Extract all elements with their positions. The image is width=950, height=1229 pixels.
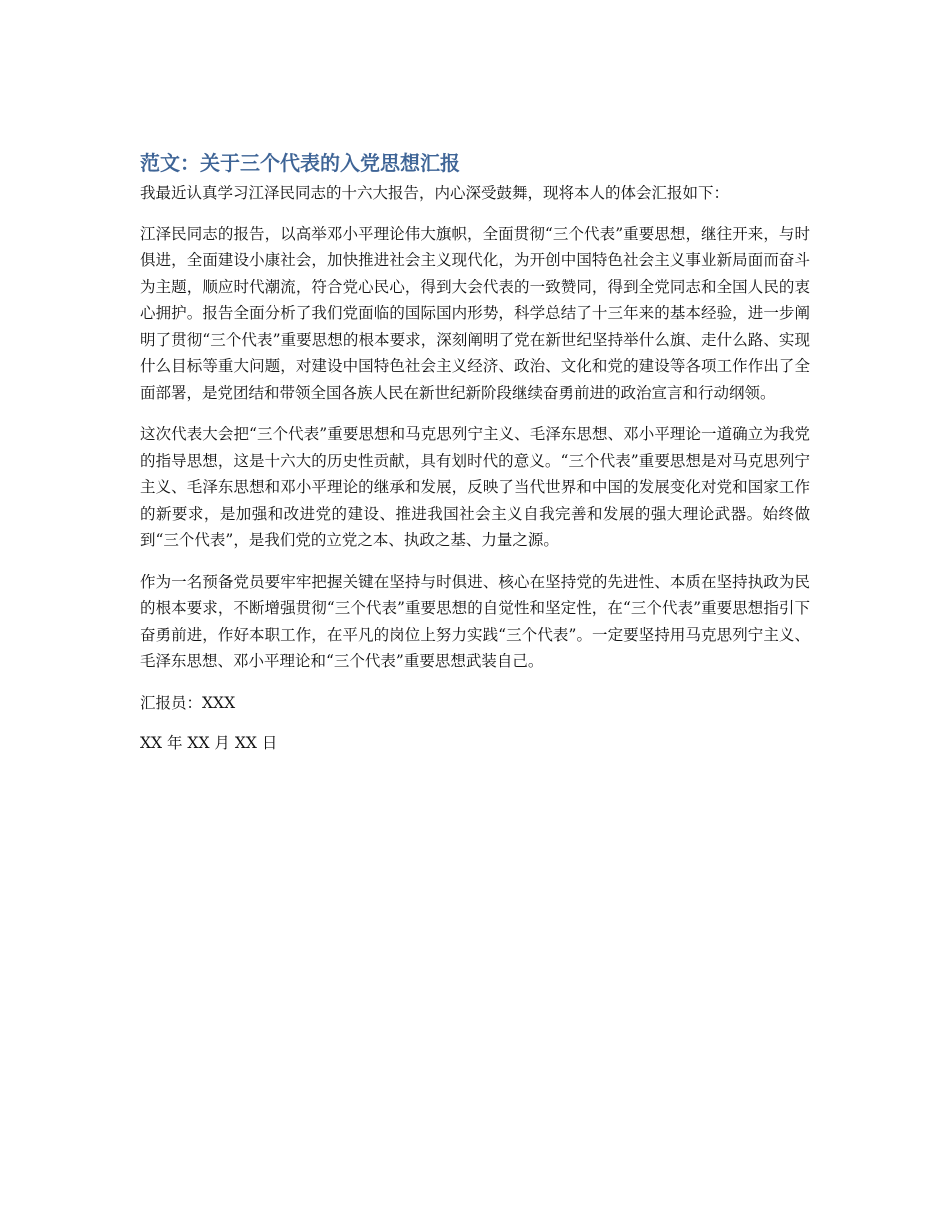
report-date: XX 年 XX 月 XX 日 xyxy=(140,734,278,752)
body-paragraph-2: 这次代表大会把“三个代表”重要思想和马克思列宁主义、毛泽东思想、邓小平理论一道确立为我党的指导思想，这是十六大的历史性贡献，具有划时代的意义。“三个代表”重要思想是对马克思列宁主义、毛泽东思想和邓小平理论的继承和发展，反映了当代世界和中国的发展变化对党和国家工作的新要求，是加强和改进党的建设、推进我国社会主义自我完善和发展的强大理论武器。始终做到“三个代表”，是我们党的立党之本、执政之基、力量之源。 xyxy=(140,425,810,549)
document-title: 范文：关于三个代表的入党思想汇报 xyxy=(140,151,460,175)
intro-paragraph: 我最近认真学习江泽民同志的十六大报告，内心深受鼓舞，现将本人的体会汇报如下： xyxy=(140,184,730,202)
body-paragraph-3: 作为一名预备党员要牢牢把握关键在坚持与时俱进、核心在坚持党的先进性、本质在坚持执政为民的根本要求，不断增强贯彻“三个代表”重要思想的自觉性和坚定性，在“三个代表”重要思想指引下奋勇前进，作好本职工作，在平凡的岗位上努力实践“三个代表”。一定要坚持用马克思列宁主义、毛泽东思想、邓小平理论和“三个代表”重要思想武装自己。 xyxy=(140,572,810,670)
reporter-signature: 汇报员：XXX xyxy=(140,693,236,712)
body-paragraph-1: 江泽民同志的报告，以高举邓小平理论伟大旗帜，全面贯彻“三个代表”重要思想，继往开来，与时俱进，全面建设小康社会，加快推进社会主义现代化，为开创中国特色社会主义事业新局面而奋斗为主题，顺应时代潮流，符合党心民心，得到大会代表的一致赞同，得到全党同志和全国人民的衷心拥护。报告全面分析了我们党面临的国际国内形势，科学总结了十三年来的基本经验，进一步阐明了贯彻“三个代表”重要思想的根本要求，深刻阐明了党在新世纪坚持举什么旗、走什么路、实现什么目标等重大问题，对建设中国特色社会主义经济、政治、文化和党的建设等各项工作作出了全面部署，是党团结和带领全国各族人民在新世纪新阶段继续奋勇前进的政治宣言和行动纲领。 xyxy=(140,224,810,402)
document-page xyxy=(140,148,810,771)
